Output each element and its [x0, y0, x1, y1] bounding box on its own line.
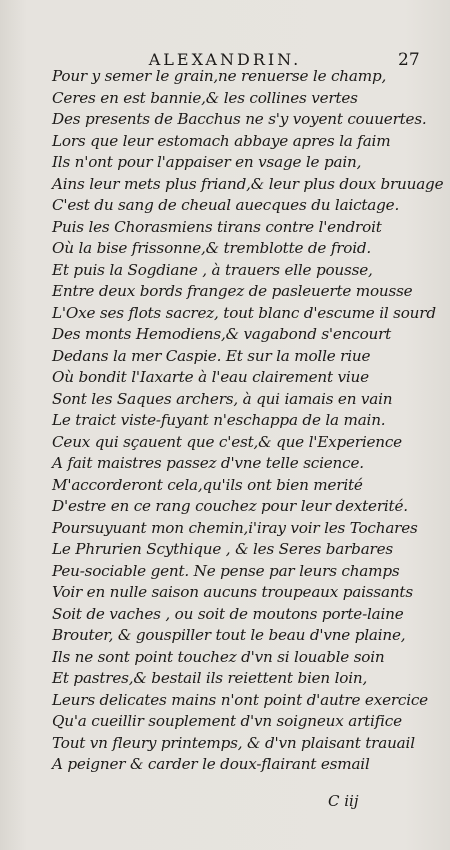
verse-line: C'est du sang de cheual auecques du laictage. — [52, 196, 400, 214]
verse-line: Poursuyuant mon chemin,i'iray voir les Tochares — [52, 518, 418, 537]
verse-line: Peu-sociable gent. Ne pense par leurs champs — [52, 561, 400, 580]
verse-line: Où la bise frissonne,& tremblotte de froid. — [52, 239, 372, 257]
verse-line: Ceux qui sçauent que c'est,& que l'Experience — [52, 432, 402, 451]
verse-line: Et puis la Sogdiane , à trauers elle pousse, — [52, 260, 373, 279]
verse-line: Des presents de Bacchus ne s'y voyent couuertes. — [52, 110, 427, 128]
verse-line: Sont les Saques archers, à qui iamais en vain — [52, 389, 393, 408]
verse-line: D'estre en ce rang couchez pour leur dexterité. — [52, 497, 408, 515]
verse-line: Soit de vaches , ou soit de moutons porte-laine — [52, 604, 404, 623]
verse-line: Entre deux bords frangez de pasleuerte mousse — [52, 282, 413, 300]
verse-line: Le Phrurien Scythique , & les Seres barbares — [52, 540, 393, 558]
verse-line: Où bondit l'Iaxarte à l'eau clairement viue — [52, 368, 369, 386]
verse-line: Leurs delicates mains n'ont point d'autre exercice — [52, 690, 428, 709]
verse-line: A fait maistres passez d'vne telle science. — [52, 454, 364, 472]
verse-line: Ils n'ont pour l'appaiser en vsage le pain, — [52, 153, 362, 171]
verse-line: Qu'a cueillir souplement d'vn soigneux artifice — [52, 712, 402, 730]
verse-line: Des monts Hemodiens,& vagabond s'encourt — [52, 325, 392, 343]
verse-line: M'accorderont cela,qu'ils ont bien merité — [52, 475, 363, 494]
verse-line: Le traict viste-fuyant n'eschappa de la main. — [52, 411, 386, 429]
verse-line: Brouter, & gouspiller tout le beau d'vne plaine, — [52, 626, 406, 644]
verse-line: Puis les Chorasmiens tirans contre l'endroit — [52, 217, 382, 236]
verse-line: Pour y semer le grain,ne renuerse le champ, — [52, 67, 387, 85]
verse-line: Dedans la mer Caspie. Et sur la molle riue — [52, 346, 371, 365]
verse-line: Ils ne sont point touchez d'vn si louable soin — [52, 647, 385, 666]
verse-line: Et pastres,& bestail ils reiettent bien loin, — [52, 669, 368, 687]
verse-line: Voir en nulle saison aucuns troupeaux paissants — [52, 583, 413, 601]
page-number: 27 — [398, 50, 420, 70]
signature-mark: C iij — [328, 792, 359, 810]
verse-line: Lors que leur estomach abbaye apres la faim — [52, 131, 391, 150]
verse-line: Ceres en est bannie,& les collines vertes — [52, 88, 358, 107]
verse-line: Tout vn fleury printemps, & d'vn plaisant trauail — [52, 733, 415, 752]
verse-text — [52, 66, 444, 776]
verse-line: Ains leur mets plus friand,& leur plus doux bruuage — [52, 174, 444, 193]
running-title: ALEXANDRIN. — [148, 50, 302, 69]
verse-line: A peigner & carder le doux-flairant esmail — [52, 755, 370, 773]
verse-line: L'Oxe ses flots sacrez, tout blanc d'escume il sourd — [52, 303, 436, 322]
